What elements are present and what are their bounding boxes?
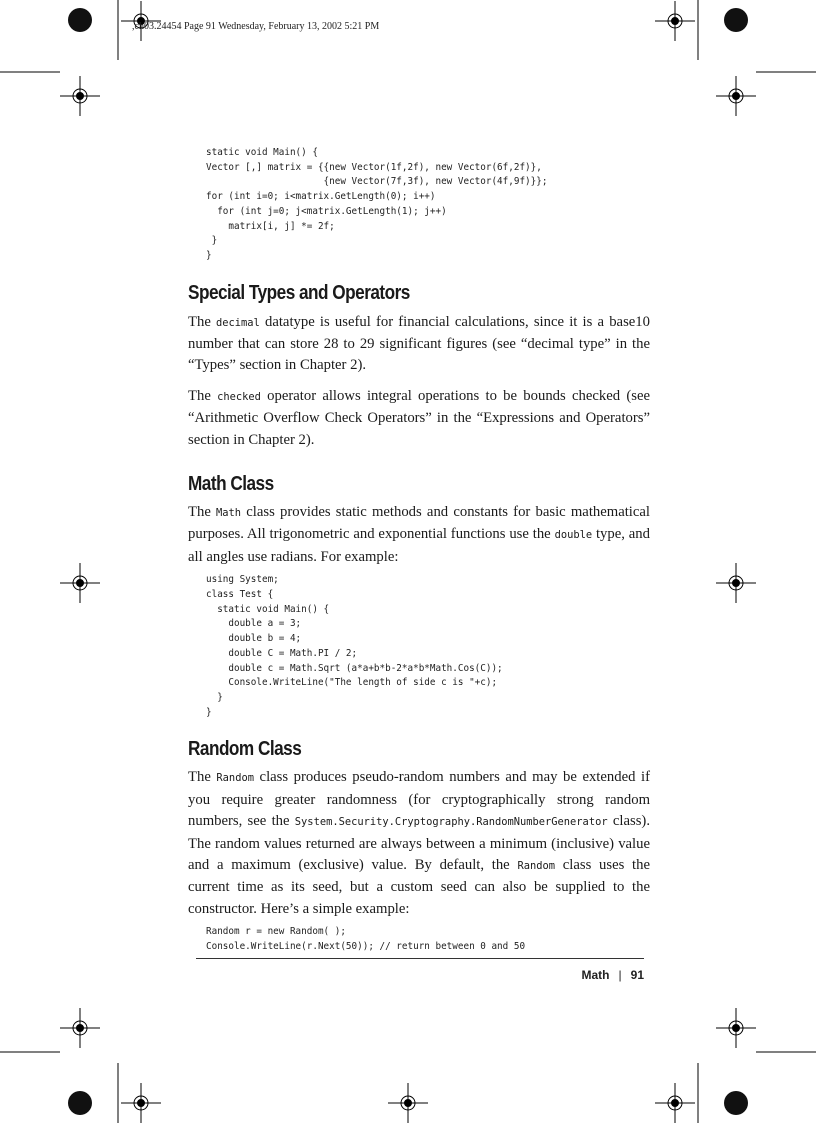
footer-section: Math <box>581 968 610 982</box>
code-double: double <box>554 529 593 542</box>
paragraph-checked: The checked operator allows integral operations to be bounds checked (see “Arithmetic Overflow Check Operators” in the “Expressions and Operators” section in Chapter 2). <box>188 387 650 448</box>
page-number: 91 <box>630 968 644 982</box>
page-content <box>188 146 650 955</box>
code-block-matrix: static void Main() { Vector [,] matrix = {{new Vector(1f,2f), new Vector(6f,2f)}, {new Vector(7f,3f), new Vector(4f,9f)}}; for (int i=0; i<matrix.GetLength(0); i++) for (int j=0; j<matrix.GetLength(1); j++) matrix[i, j] *= 2f; } } <box>206 147 548 261</box>
print-slug: ,ch03.24454 Page 91 Wednesday, February 13, 2002 5:21 PM <box>132 21 380 32</box>
paragraph-decimal: The decimal datatype is useful for financial calculations, since it is a base10 number that can store 28 to 29 significant figures (see “decimal type” in the “Types” section in Chapter 2). <box>188 313 650 374</box>
paragraph-math: The Math class provides static methods and constants for basic mathematical purposes. All trigonometric and exponential functions use the double type, and all angles use radians. For example: <box>188 504 650 565</box>
code-checked: checked <box>217 390 261 403</box>
heading-math-class: Math Class <box>188 473 274 496</box>
code-random: Random <box>216 772 254 785</box>
code-block-math: using System; class Test { static void Main() { double a = 3; double b = 4; double C = Math.PI / 2; double c = Math.Sqrt (a*a+b*b-2*a*b*Math.Cos(C)); Console.WriteLine("The length of side c is "+c); } } <box>206 574 503 718</box>
code-rng-class: System.Security.Cryptography.RandomNumberGenerator <box>294 816 608 829</box>
heading-random-class: Random Class <box>188 738 302 761</box>
paragraph-random: The Random class produces pseudo-random numbers and may be extended if you require greater randomness (for cryptographically strong random numbers, see the System.Security.Cryptography.RandomNumberGenerator class). The random values returned are always between a minimum (inclusive) value and a maximum (exclusive) value. By default, the Random class uses the current time as its seed, but a custom seed can also be supplied to the constructor. Here’s a simple example: <box>188 769 651 917</box>
code-decimal: decimal <box>216 316 260 329</box>
footer-rule <box>196 958 644 959</box>
code-random-2: Random <box>517 859 555 872</box>
code-math: Math <box>216 507 242 520</box>
code-block-random: Random r = new Random( ); Console.WriteLine(r.Next(50)); // return between 0 and 50 <box>206 926 526 952</box>
footer-divider: | <box>618 968 622 982</box>
page-footer <box>582 968 644 982</box>
heading-special-types: Special Types and Operators <box>188 281 410 304</box>
